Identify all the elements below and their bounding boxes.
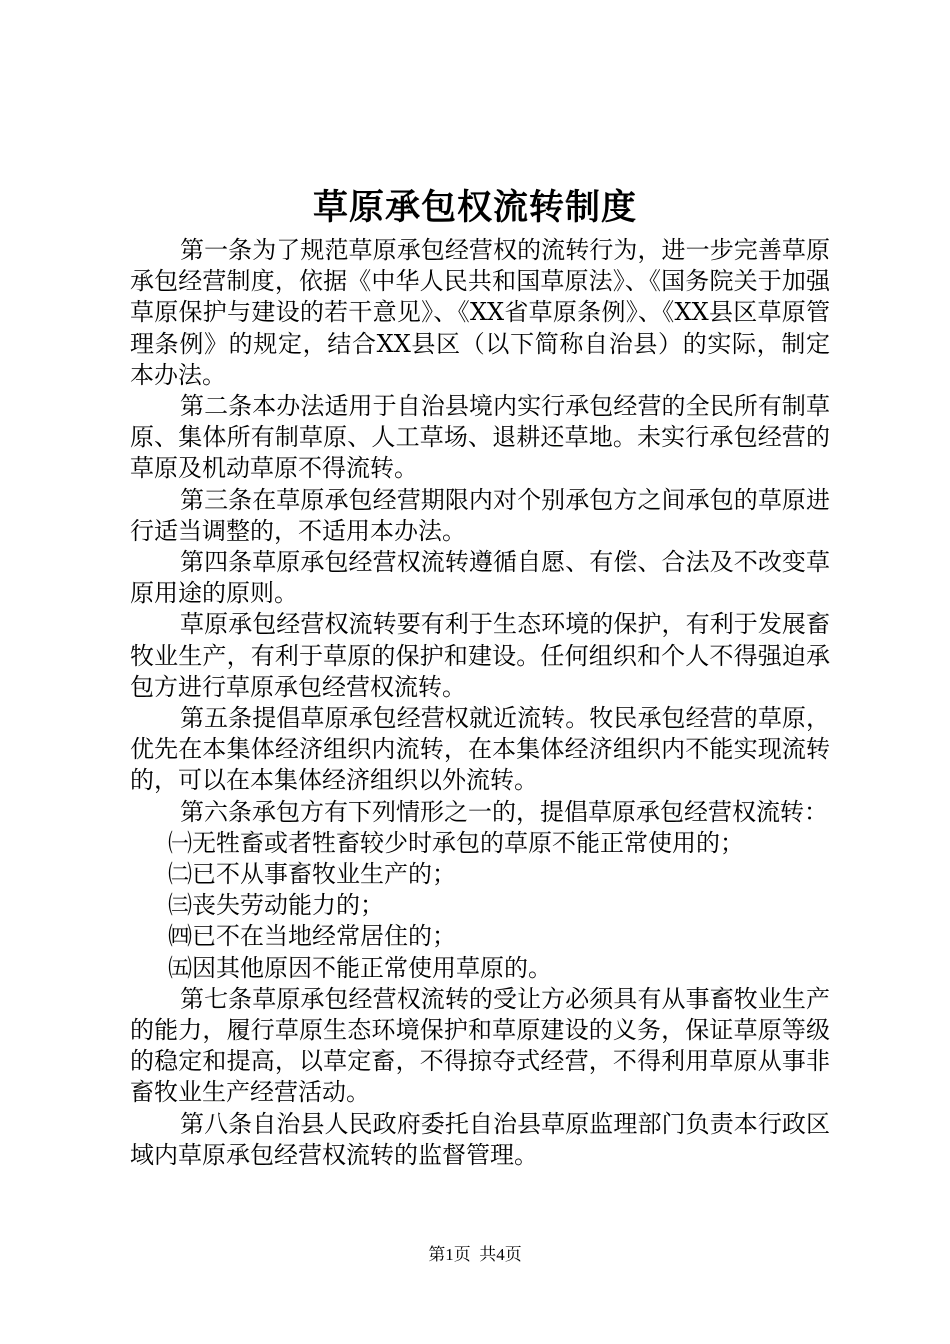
paragraph-article-2: 第二条本办法适用于自治县境内实行承包经营的全民所有制草原、集体所有制草原、人工草场、退耕还草地。未实行承包经营的草原及机动草原不得流转。 <box>130 392 830 483</box>
footer-separator <box>471 1245 480 1264</box>
list-item: ㈣已不在当地经常居住的； <box>168 922 456 951</box>
paragraph-article-5: 第五条提倡草原承包经营权就近流转。牧民承包经营的草原，优先在本集体经济组织内流转，在本集体经济组织内不能实现流转的，可以在本集体经济组织以外流转。 <box>130 704 830 795</box>
page-total: 共4页 <box>479 1245 522 1264</box>
paragraph-article-7: 第七条草原承包经营权流转的受让方必须具有从事畜牧业生产的能力，履行草原生态环境保护和草原建设的义务，保证草原等级的稳定和提高，以草定畜，不得掠夺式经营，不得利用草原从事非畜牧业生产经营活动。 <box>130 984 830 1107</box>
list-item: ㈠无牲畜或者牲畜较少时承包的草原不能正常使用的； <box>168 828 744 857</box>
list-item: ㈤因其他原因不能正常使用草原的。 <box>168 953 552 982</box>
paragraph-article-4-cont: 草原承包经营权流转要有利于生态环境的保护，有利于发展畜牧业生产，有利于草原的保护和建设。任何组织和个人不得强迫承包方进行草原承包经营权流转。 <box>130 610 830 701</box>
document-body <box>130 235 830 1171</box>
paragraph-article-3: 第三条在草原承包经营期限内对个别承包方之间承包的草原进行适当调整的，不适用本办法。 <box>130 485 830 545</box>
page-footer <box>0 1243 950 1267</box>
paragraph-article-1: 第一条为了规范草原承包经营权的流转行为，进一步完善草原承包经营制度，依据《中华人民共和国草原法》、《国务院关于加强草原保护与建设的若干意见》、《XX省草原条例》、《XX县区草原管理条例》的规定，结合XX县区（以下简称自治县）的实际，制定本办法。 <box>130 236 830 389</box>
page-number: 第1页 <box>428 1245 471 1264</box>
list-item: ㈡已不从事畜牧业生产的； <box>168 860 456 889</box>
paragraph-article-4: 第四条草原承包经营权流转遵循自愿、有偿、合法及不改变草原用途的原则。 <box>130 548 830 608</box>
paragraph-article-8: 第八条自治县人民政府委托自治县草原监理部门负责本行政区域内草原承包经营权流转的监督管理。 <box>130 1109 830 1169</box>
document-title: 草原承包权流转制度 <box>312 187 637 228</box>
list-item: ㈢丧失劳动能力的； <box>168 891 384 920</box>
paragraph-article-6: 第六条承包方有下列情形之一的，提倡草原承包经营权流转： <box>180 797 828 826</box>
